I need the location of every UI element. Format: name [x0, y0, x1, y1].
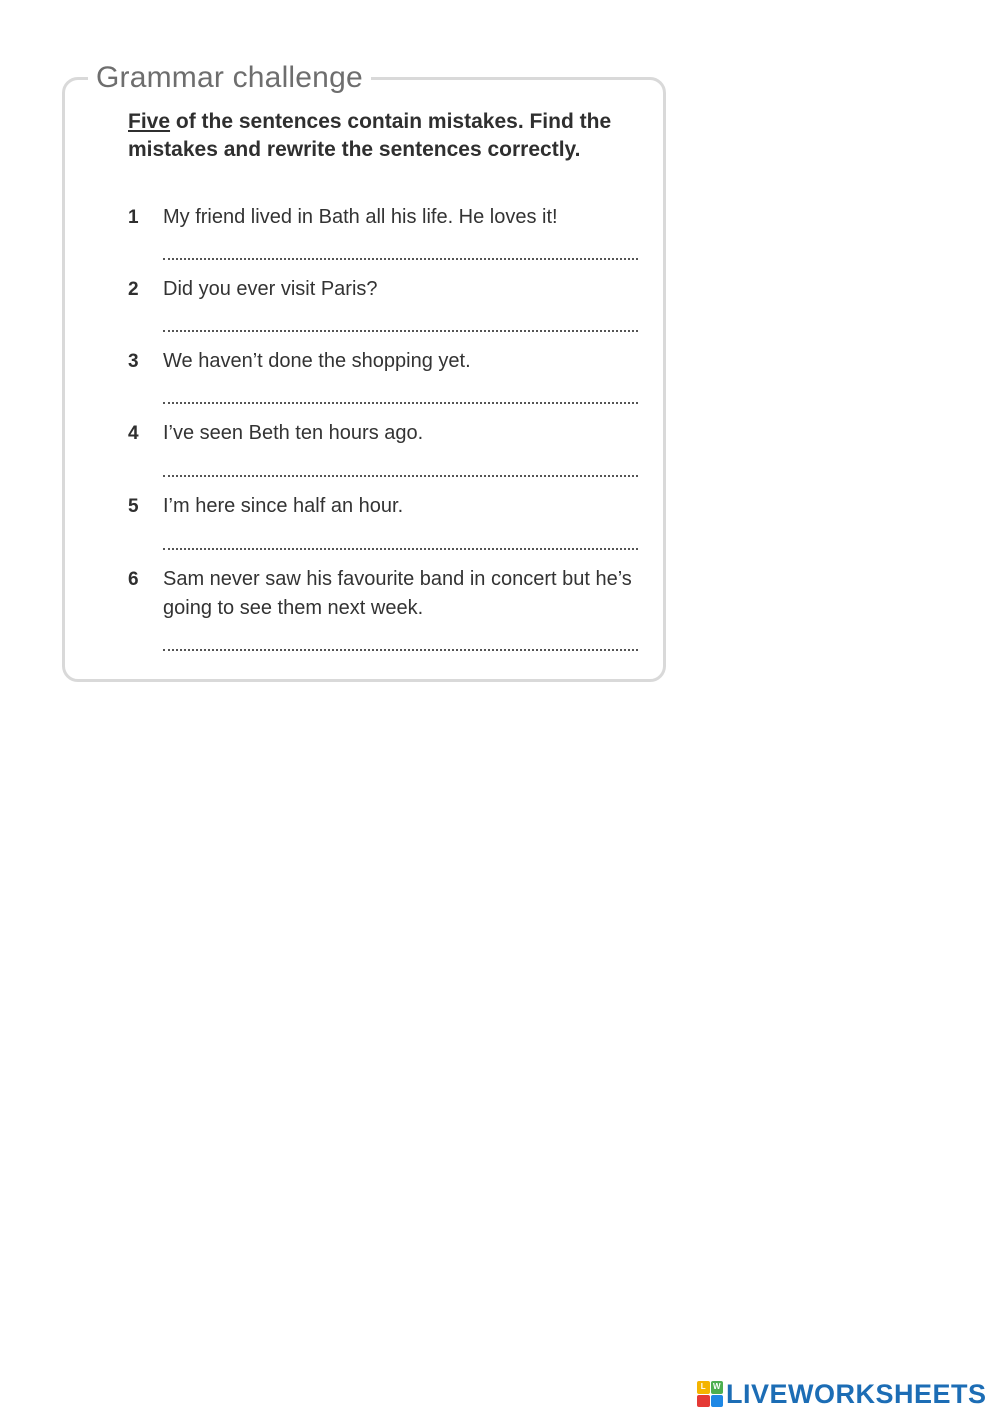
item-sentence: Did you ever visit Paris? [163, 278, 378, 300]
logo-square-green: W [711, 1381, 724, 1394]
panel-title: Grammar challenge [88, 58, 371, 98]
item-sentence: My friend lived in Bath all his life. He loves it! [163, 206, 558, 228]
item-number: 5 [128, 496, 139, 517]
item-number: 6 [128, 569, 139, 590]
item-sentence: Sam never saw his favourite band in concert but he’s going to see them next week. [163, 568, 632, 619]
instructions-emphasis: Five [128, 110, 171, 133]
liveworksheets-logo-icon [697, 1381, 723, 1407]
logo-square-yellow: L [697, 1381, 710, 1394]
answer-line-5[interactable] [163, 548, 638, 550]
item-sentence: We haven’t done the shopping yet. [163, 350, 471, 372]
answer-line-2[interactable] [163, 330, 638, 332]
instructions [128, 108, 648, 164]
answer-line-1[interactable] [163, 258, 638, 260]
logo-text: LIVEWORKSHEETS [726, 1378, 987, 1409]
item-number: 2 [128, 279, 139, 300]
instructions-text: of the sentences contain mistakes. Find the mistakes and rewrite the sentences correctly. [128, 110, 612, 161]
answer-line-6[interactable] [163, 649, 638, 651]
logo-square-red [697, 1395, 710, 1408]
item-number: 3 [128, 351, 139, 372]
answer-line-4[interactable] [163, 475, 638, 477]
liveworksheets-logo [697, 1378, 987, 1410]
item-sentence: I’m here since half an hour. [163, 495, 404, 517]
answer-line-3[interactable] [163, 402, 638, 404]
logo-square-blue [711, 1395, 724, 1408]
item-sentence: I’ve seen Beth ten hours ago. [163, 422, 424, 444]
item-number: 4 [128, 423, 139, 444]
item-number: 1 [128, 207, 139, 228]
